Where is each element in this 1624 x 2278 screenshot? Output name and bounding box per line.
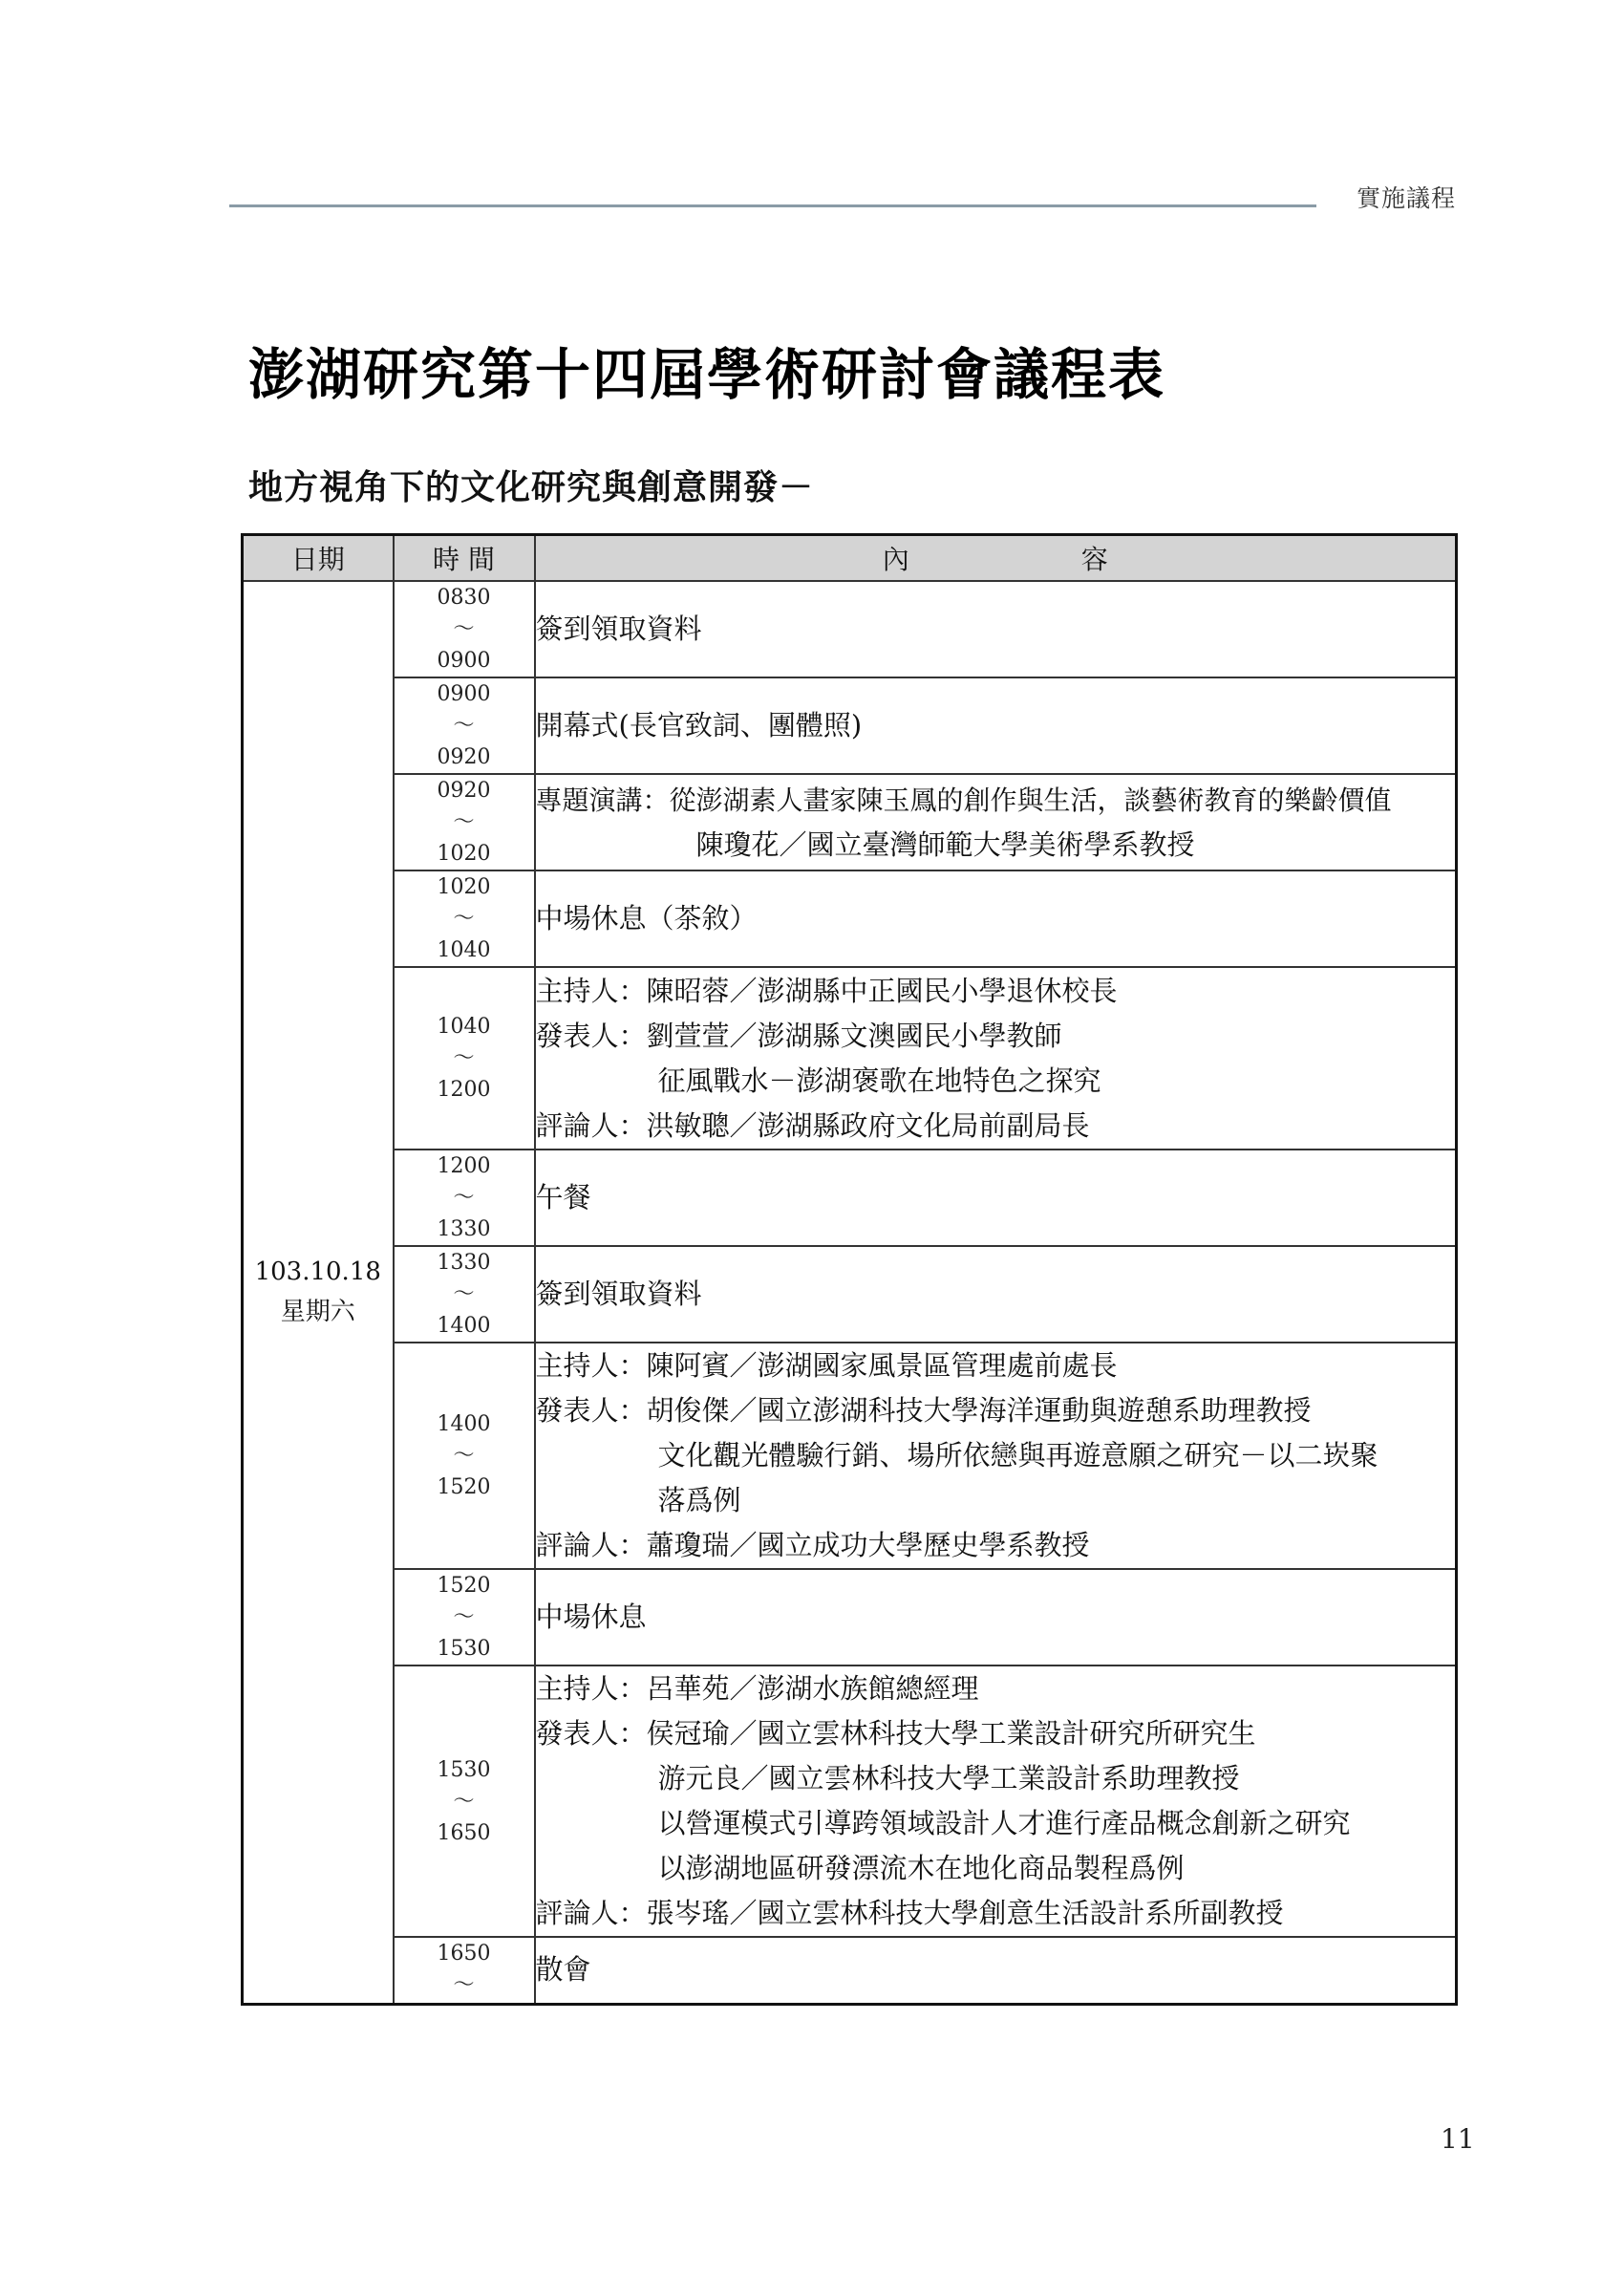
content-line: 散會	[535, 1953, 591, 1987]
time-start: 1650	[437, 1942, 491, 1966]
time-cell	[394, 1343, 535, 1569]
table-row	[243, 1150, 1457, 1246]
time-end: 1650	[437, 1820, 491, 1845]
time-separator: 〜	[453, 1789, 475, 1814]
content-cell	[535, 1666, 1457, 1937]
time-end: 0920	[437, 745, 491, 769]
table-row	[243, 774, 1457, 870]
time-separator: 〜	[453, 617, 475, 641]
time-cell	[394, 1150, 535, 1246]
table-header-row	[243, 535, 1457, 582]
content-line: 發表人：劉萱萱／澎湖縣文澳國民小學教師	[535, 1019, 1062, 1052]
content-line: 文化觀光體驗行銷、場所依戀與再遊意願之研究－以二崁聚	[657, 1439, 1378, 1472]
time-separator: 〜	[453, 810, 475, 834]
table-row	[243, 1666, 1457, 1937]
table-row	[243, 1569, 1457, 1666]
content-cell	[535, 1343, 1457, 1569]
time-cell	[394, 774, 535, 870]
page-title: 澎湖研究第十四屆學術研討會議程表	[248, 342, 1166, 407]
content-cell	[535, 870, 1457, 967]
time-start: 0920	[437, 779, 491, 803]
time-start: 1400	[437, 1412, 491, 1436]
time-end: 1400	[437, 1314, 491, 1338]
date-weekday: 星期六	[280, 1298, 355, 1327]
header-content-part-1: 內	[882, 544, 909, 575]
content-line: 游元良／國立雲林科技大學工業設計系助理教授	[657, 1762, 1240, 1794]
table-row	[243, 581, 1457, 677]
time-cell	[394, 967, 535, 1150]
table-row	[243, 1246, 1457, 1343]
content-line: 中場休息	[535, 1601, 647, 1633]
time-end: 0900	[437, 649, 491, 673]
time-separator: 〜	[453, 907, 475, 931]
time-start: 1330	[437, 1251, 491, 1275]
content-line: 發表人：侯冠瑜／國立雲林科技大學工業設計研究所研究生	[535, 1717, 1256, 1750]
time-cell	[394, 1666, 535, 1937]
time-separator: 〜	[453, 1444, 475, 1468]
date-cell	[243, 581, 394, 2004]
time-separator: 〜	[453, 1973, 475, 1997]
content-cell	[535, 774, 1457, 870]
agenda-table	[241, 533, 1458, 2006]
content-cell	[535, 1569, 1457, 1666]
time-cell	[394, 581, 535, 677]
header-time: 時 間	[394, 535, 535, 582]
time-cell	[394, 1937, 535, 2004]
content-line: 專題演講：從澎湖素人畫家陳玉鳳的創作與生活，談藝術教育的樂齡價值	[535, 784, 1392, 816]
content-line: 開幕式(長官致詞、團體照)	[535, 709, 863, 741]
time-separator: 〜	[453, 1046, 475, 1070]
time-end: 1330	[437, 1217, 491, 1241]
page-subtitle: 地方視角下的文化研究與創意開發－	[248, 468, 815, 507]
content-line: 征風戰水－澎湖褒歌在地特色之探究	[657, 1064, 1101, 1097]
time-start: 1200	[437, 1154, 491, 1178]
table-row	[243, 1343, 1457, 1569]
content-cell	[535, 1246, 1457, 1343]
content-cell	[535, 677, 1457, 774]
time-end: 1200	[437, 1078, 491, 1102]
table-row	[243, 1937, 1457, 2004]
page-number: 11	[1441, 2123, 1475, 2155]
content-cell	[535, 1150, 1457, 1246]
content-line: 主持人：陳昭蓉／澎湖縣中正國民小學退休校長	[535, 974, 1118, 1007]
time-separator: 〜	[453, 1282, 475, 1306]
header-date: 日期	[243, 535, 394, 582]
time-cell	[394, 1246, 535, 1343]
content-line: 午餐	[535, 1181, 591, 1214]
time-start: 0900	[437, 682, 491, 706]
content-cell	[535, 967, 1457, 1150]
content-line: 主持人：陳阿賓／澎湖國家風景區管理處前處長	[535, 1349, 1118, 1382]
content-line: 評論人：張岑瑤／國立雲林科技大學創意生活設計系所副教授	[535, 1897, 1284, 1929]
date-value: 103.10.18	[254, 1257, 381, 1287]
time-separator: 〜	[453, 1186, 475, 1210]
content-cell	[535, 581, 1457, 677]
content-line: 評論人：洪敏聰／澎湖縣政府文化局前副局長	[535, 1108, 1090, 1142]
content-line: 評論人：蕭瓊瑞／國立成功大學歷史學系教授	[535, 1529, 1090, 1561]
table-row	[243, 870, 1457, 967]
time-start: 0830	[437, 586, 491, 610]
header-rule	[229, 204, 1316, 207]
content-line: 以澎湖地區研發漂流木在地化商品製程爲例	[657, 1852, 1185, 1884]
time-end: 1530	[437, 1637, 491, 1661]
time-start: 1530	[437, 1757, 491, 1782]
time-separator: 〜	[453, 714, 475, 738]
time-end: 1520	[437, 1475, 491, 1499]
time-cell	[394, 677, 535, 774]
time-start: 1040	[437, 1015, 491, 1039]
time-start: 1520	[437, 1574, 491, 1598]
time-end: 1040	[437, 938, 491, 962]
time-end: 1020	[437, 842, 491, 866]
time-cell	[394, 1569, 535, 1666]
table-row	[243, 967, 1457, 1150]
content-line: 簽到領取資料	[535, 612, 702, 645]
table-row	[243, 677, 1457, 774]
content-cell	[535, 1937, 1457, 2004]
content-line: 中場休息（茶敘）	[535, 902, 758, 935]
section-label: 實施議程	[1357, 184, 1457, 212]
content-line: 落爲例	[657, 1484, 741, 1516]
header-content	[535, 535, 1457, 582]
time-separator: 〜	[453, 1605, 475, 1629]
content-line: 主持人：呂華苑／澎湖水族館總經理	[535, 1672, 979, 1705]
content-line: 以營運模式引導跨領域設計人才進行產品概念創新之研究	[657, 1807, 1351, 1839]
time-cell	[394, 870, 535, 967]
time-start: 1020	[437, 875, 491, 899]
content-line: 發表人：胡俊傑／國立澎湖科技大學海洋運動與遊憩系助理教授	[535, 1394, 1312, 1427]
header-content-part-2: 容	[1080, 544, 1108, 575]
content-line: 簽到領取資料	[535, 1278, 702, 1310]
content-line: 陳瓊花／國立臺灣師範大學美術學系教授	[695, 827, 1195, 861]
